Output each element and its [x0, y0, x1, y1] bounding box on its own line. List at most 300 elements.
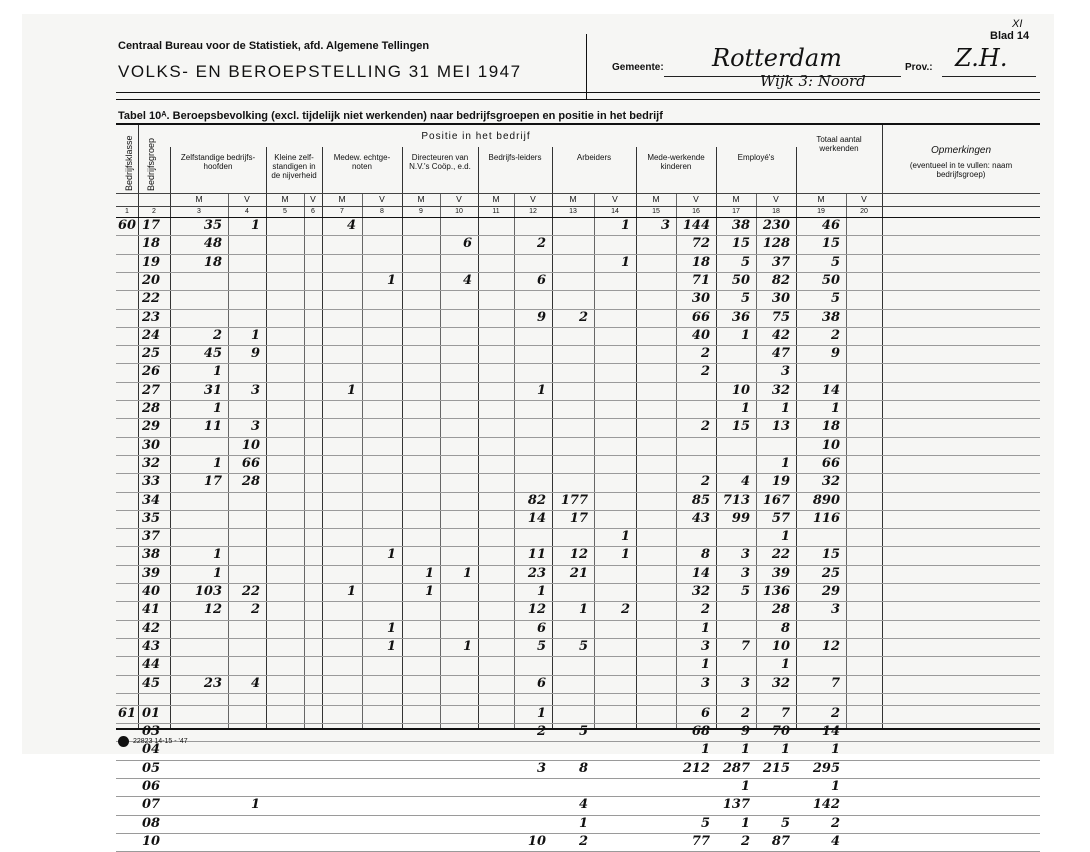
cell-col-17: 1: [740, 401, 750, 416]
v-label: V: [244, 194, 250, 204]
bedrijfsgroep-value: 29: [142, 419, 161, 435]
cell-col-12: 82: [527, 492, 546, 508]
cell-col-13: 5: [578, 724, 588, 740]
cell-col-16: 72: [691, 236, 710, 252]
cell-col-19: 29: [821, 584, 840, 599]
bedrijfsgroep-value: 45: [142, 675, 161, 691]
group-header-2: Kleine zelf-standigen in de nijverheid: [271, 153, 317, 181]
bedrijfsgroep-value: 04: [142, 742, 161, 758]
cell-col-18: 3: [780, 364, 790, 380]
cell-col-14: 2: [620, 602, 630, 618]
bedrijfsgroep-value: 20: [142, 272, 161, 288]
bedrijfsgroep-value: 44: [142, 657, 161, 673]
m-label: M: [417, 194, 425, 204]
cell-col-19: 32: [821, 474, 840, 490]
cell-col-12: 5: [536, 638, 546, 654]
cell-col-17: 9: [740, 724, 750, 740]
cell-col-18: 230: [762, 218, 790, 233]
cell-col-16: 5: [700, 815, 710, 831]
cell-col-13: 177: [560, 492, 588, 508]
row-line: [116, 254, 1040, 255]
cell-col-18: 28: [771, 602, 790, 618]
cell-col-3: 23: [203, 675, 222, 691]
cell-col-3: 2: [212, 327, 222, 343]
cell-col-17: 3: [740, 547, 750, 563]
v-label: V: [310, 194, 316, 204]
column-number: 5: [283, 208, 287, 215]
cell-col-13: 21: [569, 565, 588, 581]
cell-col-18: 75: [771, 309, 790, 325]
bedrijfsgroep-value: 35: [142, 510, 161, 526]
bedrijfsgroep-value: 43: [142, 638, 161, 654]
cell-col-18: 39: [771, 565, 790, 581]
cell-col-19: 5: [830, 254, 840, 270]
cell-col-19: 2: [830, 815, 840, 831]
cell-col-16: 1: [700, 657, 710, 673]
row-line: [116, 272, 1040, 273]
cell-col-19: 50: [821, 272, 840, 288]
opmerkingen-subtitle: (eventueel in te vullen: naam bedrijfsgroep): [909, 161, 1013, 180]
cell-col-18: 13: [771, 419, 790, 435]
cell-col-12: 6: [536, 675, 546, 691]
m-label: M: [195, 194, 203, 204]
cell-col-14: 1: [620, 218, 630, 233]
cell-col-12: 11: [527, 547, 546, 563]
cell-col-13: 2: [578, 833, 588, 849]
cell-col-8: 1: [386, 272, 396, 288]
v-label: V: [379, 194, 385, 204]
group-header-3: Medew. echtge-noten: [333, 153, 391, 172]
cell-col-3: 48: [203, 236, 222, 252]
cell-col-18: 42: [771, 327, 790, 343]
census-title: VOLKS- EN BEROEPSTELLING 31 MEI 1947: [118, 62, 522, 81]
cell-col-18: 70: [771, 724, 790, 740]
cell-col-18: 87: [771, 833, 790, 849]
gemeente-label: Gemeente:: [612, 62, 664, 73]
bedrijfsklasse-value: 60: [118, 218, 137, 233]
cell-col-12: 23: [527, 565, 546, 581]
bedrijfsgroep-value: 27: [142, 382, 161, 398]
cell-col-4: 22: [241, 584, 260, 599]
cell-col-4: 9: [250, 346, 260, 362]
row-line: [116, 290, 1040, 291]
cell-col-3: 1: [212, 455, 222, 471]
cell-col-18: 1: [780, 742, 790, 758]
cell-col-4: 10: [241, 437, 260, 453]
cell-col-17: 1: [740, 779, 750, 794]
cell-col-13: 1: [578, 815, 588, 831]
cell-col-14: 1: [620, 254, 630, 270]
cell-col-19: 1: [830, 779, 840, 794]
column-number: 4: [245, 208, 249, 215]
cell-col-13: 2: [578, 309, 588, 325]
column-separator: [846, 193, 847, 728]
cell-col-19: 2: [830, 705, 840, 721]
cell-col-16: 212: [682, 760, 710, 776]
column-separator: [594, 193, 595, 728]
row-line: [116, 620, 1040, 621]
cell-col-10: 1: [462, 565, 472, 581]
bedrijfsgroep-value: 25: [142, 346, 161, 362]
cell-col-13: 12: [569, 547, 588, 563]
row-line: [116, 235, 1040, 236]
table-title: Tabel 10ᴬ. Beroepsbevolking (excl. tijdelijk niet werkenden) naar bedrijfsgroepen en positie in het bedrijf: [118, 110, 663, 122]
cell-col-18: 1: [780, 455, 790, 471]
column-separator: [304, 193, 305, 728]
bedrijfsgroep-value: 17: [142, 218, 161, 233]
cell-col-4: 4: [250, 675, 260, 691]
cell-col-7: 1: [346, 382, 356, 398]
cell-col-19: 66: [821, 455, 840, 471]
cell-col-16: 43: [691, 510, 710, 526]
cell-col-13: 5: [578, 638, 588, 654]
m-label: M: [338, 194, 346, 204]
cell-col-18: 215: [762, 760, 790, 776]
m-label: M: [732, 194, 740, 204]
bedrijfsgroep-value: 03: [142, 724, 161, 740]
column-number: 10: [455, 208, 463, 215]
cell-col-18: 57: [771, 510, 790, 526]
cell-col-17: 3: [740, 565, 750, 581]
cell-col-17: 99: [731, 510, 750, 526]
cell-col-17: 2: [740, 833, 750, 849]
bedrijfsgroep-value: 26: [142, 364, 161, 380]
cell-col-13: 1: [578, 602, 588, 618]
cbs-logo-icon: [118, 736, 129, 747]
province-label: Prov.:: [905, 62, 933, 73]
cell-col-19: 10: [821, 437, 840, 453]
cell-col-19: 14: [821, 382, 840, 398]
cell-col-19: 18: [821, 419, 840, 435]
cell-col-3: 12: [203, 602, 222, 618]
cell-col-19: 4: [830, 833, 840, 849]
cell-col-3: 35: [203, 218, 222, 233]
column-number: 17: [732, 208, 740, 215]
row-line: [116, 741, 1040, 742]
cell-col-4: 1: [250, 797, 260, 813]
cell-col-18: 167: [762, 492, 790, 508]
cell-col-3: 1: [212, 401, 222, 416]
cell-col-19: 116: [812, 510, 840, 526]
cell-col-12: 6: [536, 272, 546, 288]
opmerkingen-title: Opmerkingen: [930, 145, 992, 156]
cell-col-4: 66: [241, 455, 260, 471]
cell-col-16: 2: [700, 364, 710, 380]
bedrijfsgroep-value: 19: [142, 254, 161, 270]
cell-col-17: 4: [740, 474, 750, 490]
bedrijfsgroep-value: 06: [142, 779, 161, 794]
bedrijfsgroep-value: 07: [142, 797, 161, 813]
cell-col-17: 15: [731, 419, 750, 435]
row-line: [116, 778, 1040, 779]
cell-col-17: 1: [740, 815, 750, 831]
m-label: M: [281, 194, 289, 204]
cell-col-17: 5: [740, 291, 750, 307]
bedrijfsgroep-value: 40: [142, 584, 161, 599]
cell-col-18: 136: [762, 584, 790, 599]
bedrijfsgroep-value: 18: [142, 236, 161, 252]
bedrijfsgroep-value: 24: [142, 327, 161, 343]
cell-col-3: 31: [203, 382, 222, 398]
sheet-code: XI: [1012, 18, 1023, 30]
cell-col-18: 7: [780, 705, 790, 721]
column-number: 12: [529, 208, 537, 215]
header-rule-numbers: [116, 206, 1040, 207]
group-header-1: Zelfstandige bedrijfs-hoofden: [180, 153, 256, 172]
cell-col-10: 1: [462, 638, 472, 654]
v-label: V: [693, 194, 699, 204]
cell-col-19: 46: [821, 218, 840, 233]
bedrijfsgroep-value: 08: [142, 815, 161, 831]
cell-col-16: 66: [691, 309, 710, 325]
cell-col-18: 37: [771, 254, 790, 270]
column-number: 9: [419, 208, 423, 215]
print-code: 22823 14-15 - '47: [133, 738, 188, 745]
bedrijfsgroep-value: 22: [142, 291, 161, 307]
cell-col-3: 17: [203, 474, 222, 490]
cell-col-12: 1: [536, 705, 546, 721]
wijk-value: Wijk 3: Noord: [760, 72, 866, 90]
bedrijfsklasse-value: 61: [118, 705, 137, 721]
cell-col-19: 890: [812, 492, 840, 508]
cell-col-4: 28: [241, 474, 260, 490]
bedrijfsgroep-value: 42: [142, 620, 161, 636]
bedrijfsgroep-value: 28: [142, 401, 161, 416]
cell-col-16: 68: [691, 724, 710, 740]
cell-col-12: 6: [536, 620, 546, 636]
cell-col-14: 1: [620, 547, 630, 563]
cell-col-3: 103: [194, 584, 222, 599]
column-number: 15: [652, 208, 660, 215]
cell-col-18: 5: [780, 815, 790, 831]
group-header-8: Employé's: [737, 153, 775, 162]
column-number: 14: [611, 208, 619, 215]
cell-col-17: 10: [731, 382, 750, 398]
cell-col-12: 1: [536, 584, 546, 599]
column-number: 7: [340, 208, 344, 215]
positie-header: Positie in het bedrijf: [421, 131, 531, 142]
cell-col-7: 1: [346, 584, 356, 599]
cell-col-3: 45: [203, 346, 222, 362]
cell-col-16: 2: [700, 602, 710, 618]
cell-col-19: 15: [821, 236, 840, 252]
bedrijfsgroep-value: 37: [142, 529, 161, 545]
column-number: 20: [860, 208, 868, 215]
col-bedrijfsgroep-header: Bedrijfsgroep: [146, 137, 156, 191]
row-line: [116, 400, 1040, 401]
v-label: V: [861, 194, 867, 204]
cell-col-18: 19: [771, 474, 790, 490]
cell-col-3: 1: [212, 565, 222, 581]
cell-col-16: 71: [691, 272, 710, 288]
v-label: V: [773, 194, 779, 204]
print-footer: [118, 736, 188, 747]
bedrijfsgroep-value: 32: [142, 455, 161, 471]
cell-col-17: 1: [740, 742, 750, 758]
cell-col-19: 9: [830, 346, 840, 362]
column-number: 18: [772, 208, 780, 215]
column-number: 1: [125, 208, 129, 215]
cell-col-9: 1: [424, 584, 434, 599]
v-label: V: [612, 194, 618, 204]
header-rule: [116, 92, 1040, 93]
cell-col-12: 1: [536, 382, 546, 398]
cell-col-16: 1: [700, 620, 710, 636]
cell-col-16: 3: [700, 675, 710, 691]
cell-col-17: 5: [740, 254, 750, 270]
cell-col-4: 3: [250, 419, 260, 435]
cell-col-17: 36: [731, 309, 750, 325]
cell-col-19: 7: [830, 675, 840, 691]
cell-col-18: 8: [780, 620, 790, 636]
cell-col-18: 10: [771, 638, 790, 654]
cell-col-10: 6: [462, 236, 472, 252]
cell-col-17: 38: [731, 218, 750, 233]
group-header-9: Totaal aantal werkenden: [816, 135, 862, 154]
cell-col-17: 50: [731, 272, 750, 288]
cell-col-18: 82: [771, 272, 790, 288]
column-number: 2: [152, 208, 156, 215]
header-divider: [586, 34, 587, 100]
cell-col-3: 1: [212, 364, 222, 380]
cell-col-17: 3: [740, 675, 750, 691]
cell-col-3: 11: [203, 419, 222, 435]
cell-col-12: 9: [536, 309, 546, 325]
cell-col-3: 18: [203, 254, 222, 270]
cell-col-12: 12: [527, 602, 546, 618]
cell-col-16: 2: [700, 474, 710, 490]
bedrijfsgroep-value: 01: [142, 705, 161, 721]
bedrijfsgroep-value: 23: [142, 309, 161, 325]
bedrijfsgroep-value: 38: [142, 547, 161, 563]
group-header-6: Arbeiders: [576, 153, 612, 162]
cell-col-18: 1: [780, 529, 790, 545]
bedrijfsgroep-value: 34: [142, 492, 161, 508]
cell-col-4: 3: [250, 382, 260, 398]
cell-col-19: 12: [821, 638, 840, 654]
m-label: M: [492, 194, 500, 204]
cell-col-19: 14: [821, 724, 840, 740]
cell-col-19: 3: [830, 602, 840, 618]
sheet-number: Blad 14: [990, 30, 1030, 42]
cell-col-17: 7: [740, 638, 750, 654]
column-number: 11: [492, 208, 500, 215]
cell-col-16: 3: [700, 638, 710, 654]
cell-col-19: 38: [821, 309, 840, 325]
cell-col-16: 2: [700, 346, 710, 362]
province-line: [942, 76, 1036, 77]
cell-col-19: 25: [821, 565, 840, 581]
cell-col-19: 15: [821, 547, 840, 563]
cell-col-18: 128: [762, 236, 790, 252]
cell-col-17: 5: [740, 584, 750, 599]
column-number: 3: [197, 208, 201, 215]
column-number: 13: [569, 208, 577, 215]
cell-col-16: 40: [691, 327, 710, 343]
cell-col-16: 144: [682, 218, 710, 233]
row-gap-line: [116, 705, 1040, 706]
bedrijfsgroep-value: 05: [142, 760, 161, 776]
cell-col-4: 1: [250, 327, 260, 343]
cell-col-16: 2: [700, 419, 710, 435]
column-number: 16: [692, 208, 700, 215]
bedrijfsgroep-value: 30: [142, 437, 161, 453]
cell-col-18: 1: [780, 657, 790, 673]
bureau-heading: Centraal Bureau voor de Statistiek, afd. Algemene Tellingen: [118, 40, 430, 52]
cell-col-3: 1: [212, 547, 222, 563]
bedrijfsgroep-value: 41: [142, 602, 161, 618]
m-label: M: [652, 194, 660, 204]
v-label: V: [456, 194, 462, 204]
v-label: V: [530, 194, 536, 204]
cell-col-17: 15: [731, 236, 750, 252]
cell-col-17: 2: [740, 705, 750, 721]
header-rule-2: [116, 99, 1040, 100]
cell-col-19: 295: [812, 760, 840, 776]
cell-col-10: 4: [462, 272, 472, 288]
cell-col-17: 1: [740, 327, 750, 343]
row-line: [116, 656, 1040, 657]
cell-col-13: 8: [578, 760, 588, 776]
cell-col-16: 32: [691, 584, 710, 599]
cell-col-19: 2: [830, 327, 840, 343]
cell-col-18: 47: [771, 346, 790, 362]
cell-col-12: 2: [536, 724, 546, 740]
cell-col-9: 1: [424, 565, 434, 581]
cell-col-16: 85: [691, 492, 710, 508]
gemeente-value: Rotterdam: [712, 44, 842, 72]
cell-col-16: 14: [691, 565, 710, 581]
cell-col-19: 1: [830, 401, 840, 416]
cell-col-16: 30: [691, 291, 710, 307]
cell-col-16: 18: [691, 254, 710, 270]
cell-col-18: 22: [771, 547, 790, 563]
cell-col-12: 3: [536, 760, 546, 776]
bedrijfsgroep-value: 33: [142, 474, 161, 490]
cell-col-13: 17: [569, 510, 588, 526]
row-line: [116, 363, 1040, 364]
cell-col-17: 287: [722, 760, 750, 776]
cell-col-12: 2: [536, 236, 546, 252]
cell-col-8: 1: [386, 547, 396, 563]
cell-col-17: 137: [722, 797, 750, 813]
cell-col-8: 1: [386, 638, 396, 654]
row-line: [116, 693, 1040, 694]
m-label: M: [817, 194, 825, 204]
cell-col-16: 6: [700, 705, 710, 721]
cell-col-7: 4: [346, 218, 356, 233]
bedrijfsgroep-value: 10: [142, 833, 161, 849]
cell-col-19: 5: [830, 291, 840, 307]
column-number: 6: [311, 208, 315, 215]
cell-col-18: 32: [771, 382, 790, 398]
bedrijfsgroep-value: 39: [142, 565, 161, 581]
cell-col-18: 30: [771, 291, 790, 307]
province-value: Z.H.: [955, 44, 1008, 72]
cell-col-19: 1: [830, 742, 840, 758]
group-header-5: Bedrijfs-leiders: [488, 153, 542, 162]
cell-col-12: 14: [527, 510, 546, 526]
cell-col-16: 77: [691, 833, 710, 849]
cell-col-16: 8: [700, 547, 710, 563]
cell-col-17: 713: [722, 492, 750, 508]
cell-col-19: 142: [812, 797, 840, 813]
cell-col-8: 1: [386, 620, 396, 636]
column-number: 8: [380, 208, 384, 215]
row-line: [116, 528, 1040, 529]
cell-col-14: 1: [620, 529, 630, 545]
cell-col-18: 1: [780, 401, 790, 416]
